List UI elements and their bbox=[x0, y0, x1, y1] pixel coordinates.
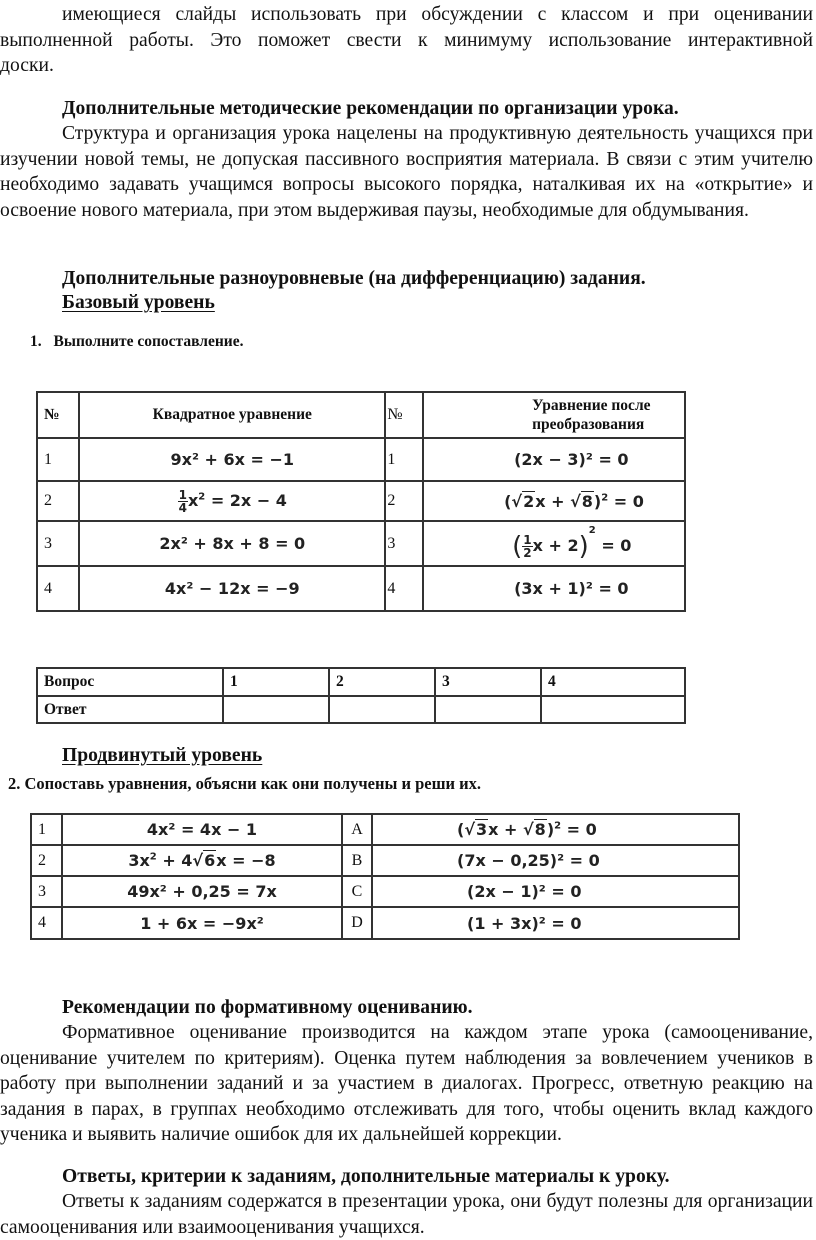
table-row bbox=[37, 481, 685, 521]
tasks-heading: Дополнительные разноуровневые (на дифференциацию) задания. bbox=[62, 268, 646, 289]
question-number: 4 bbox=[541, 668, 685, 696]
table-row bbox=[37, 566, 685, 611]
form-cell: $(√3x + √8)^2 = 0$ bbox=[372, 814, 739, 845]
intro-line-2: выполненной работы. Это поможет свести к минимуму использование интерактивной bbox=[0, 29, 813, 51]
methodical-text: Структура и организация урока нацелены на продуктивную деятельность учащихся при изучении новой темы, не допуская пассивного восприятия материала. В связи с этим учителю необходимо задавать учащимся вопросы высокого порядка, наталкивая их на «открытие» и освоение нового материала, при этом выдерживая паузы, необходимые для обдумывания. bbox=[0, 123, 813, 221]
intro-line-1: имеющиеся слайды использовать при обсуждении с классом и при оценивании bbox=[62, 4, 813, 25]
answers-heading: Ответы, критерии к заданиям, дополнительные материалы к уроку. bbox=[62, 1166, 670, 1187]
row-number: 2 bbox=[385, 481, 423, 521]
task2-title: 2. Сопоставь уравнения, объясни как они получены и реши их. bbox=[8, 774, 482, 793]
row-number: 1 bbox=[385, 438, 423, 481]
row-number: 4 bbox=[37, 566, 79, 611]
table-header-row bbox=[37, 392, 685, 438]
answer-cell-3[interactable] bbox=[435, 696, 541, 723]
transformed-cell: (3x + 1)² = 0 bbox=[423, 566, 685, 611]
header-number-1: № bbox=[37, 392, 79, 438]
formative-heading: Рекомендации по формативному оцениванию. bbox=[62, 997, 473, 1018]
row-letter: D bbox=[342, 907, 372, 939]
header-quadratic-equation: Квадратное уравнение bbox=[79, 392, 385, 438]
equation-cell: $\frac{1}{4}$ $x^2 = 2x - 4$ bbox=[79, 481, 385, 521]
form-cell: (2x − 1)² = 0 bbox=[372, 876, 739, 907]
answer-table bbox=[36, 667, 686, 724]
transformed-cell: (2x − 3)² = 0 bbox=[423, 438, 685, 481]
equation-cell: 4x² = 4x − 1 bbox=[62, 814, 342, 845]
equation-cell: 2x² + 8x + 8 = 0 bbox=[79, 521, 385, 566]
task1-number: 1. bbox=[30, 333, 42, 350]
table-row bbox=[31, 814, 739, 845]
answer-cell-1[interactable] bbox=[223, 696, 329, 723]
row-number: 2 bbox=[31, 845, 62, 876]
equation-cell: $3x^2 + 4√6x = -8$ bbox=[62, 845, 342, 876]
matching-table-basic bbox=[36, 391, 686, 612]
header-transformed-equation: Уравнение после преобразования bbox=[423, 392, 685, 438]
row-letter: A bbox=[342, 814, 372, 845]
table-row bbox=[37, 438, 685, 481]
equation-cell: 1 + 6x = −9x² bbox=[62, 907, 342, 939]
fraction-one-half: $\frac{1}{2}$ bbox=[523, 533, 532, 561]
table-row bbox=[31, 907, 739, 939]
intro-paragraph bbox=[0, 2, 813, 79]
advanced-level-heading: Продвинутый уровень bbox=[62, 745, 263, 766]
answer-row bbox=[37, 696, 685, 723]
fraction-one-quarter: $\frac{1}{4}$ bbox=[178, 487, 187, 515]
answer-label: Ответ bbox=[37, 696, 223, 723]
question-number: 1 bbox=[223, 668, 329, 696]
answers-text: Ответы к заданиям содержатся в презентации урока, они будут полезны для организации самооценивания или взаимооценивания учащихся. bbox=[0, 1191, 813, 1238]
question-row bbox=[37, 668, 685, 696]
question-label: Вопрос bbox=[37, 668, 223, 696]
answer-cell-2[interactable] bbox=[329, 696, 435, 723]
form-cell: (7x − 0,25)² = 0 bbox=[372, 845, 739, 876]
task1-text: Выполните сопоставление. bbox=[53, 333, 244, 350]
row-number: 4 bbox=[385, 566, 423, 611]
formative-text: Формативное оценивание производится на каждом этапе урока (самооценивание, оценивание учителем по критериям). Оценка путем наблюдения за вовлечением учеников в работу при выполнении заданий и за участием в диалогах. Прогресс, ответную реакцию на задания в парах, в группах необходимо отслеживать для того, чтобы оценить вклад каждого ученика и выявить наличие ошибок для их дальнейшей коррекции. bbox=[0, 1022, 813, 1145]
form-cell: (1 + 3x)² = 0 bbox=[372, 907, 739, 939]
row-letter: C bbox=[342, 876, 372, 907]
table-row bbox=[31, 845, 739, 876]
answer-cell-4[interactable] bbox=[541, 696, 685, 723]
row-number: 3 bbox=[37, 521, 79, 566]
transformed-cell: ( $\frac{1}{2}$ x + 2)$^2$ = 0 bbox=[423, 521, 685, 566]
question-number: 2 bbox=[329, 668, 435, 696]
row-letter: B bbox=[342, 845, 372, 876]
row-number: 1 bbox=[37, 438, 79, 481]
transformed-cell: $(√2x + √8)^2 = 0$ bbox=[423, 481, 685, 521]
basic-level-heading: Базовый уровень bbox=[62, 292, 215, 313]
equation-cell: 49x² + 0,25 = 7x bbox=[62, 876, 342, 907]
row-number: 4 bbox=[31, 907, 62, 939]
table-row bbox=[37, 521, 685, 566]
question-number: 3 bbox=[435, 668, 541, 696]
matching-table-advanced bbox=[30, 813, 740, 940]
equation-cell: 9x² + 6x = −1 bbox=[79, 438, 385, 481]
row-number: 3 bbox=[385, 521, 423, 566]
header-number-2: № bbox=[385, 392, 423, 438]
row-number: 1 bbox=[31, 814, 62, 845]
row-number: 2 bbox=[37, 481, 79, 521]
intro-line-3: доски. bbox=[0, 55, 54, 76]
methodical-heading: Дополнительные методические рекомендации по организации урока. bbox=[62, 98, 679, 119]
task1-title bbox=[30, 333, 243, 351]
table-row bbox=[31, 876, 739, 907]
row-number: 3 bbox=[31, 876, 62, 907]
equation-cell: 4x² − 12x = −9 bbox=[79, 566, 385, 611]
